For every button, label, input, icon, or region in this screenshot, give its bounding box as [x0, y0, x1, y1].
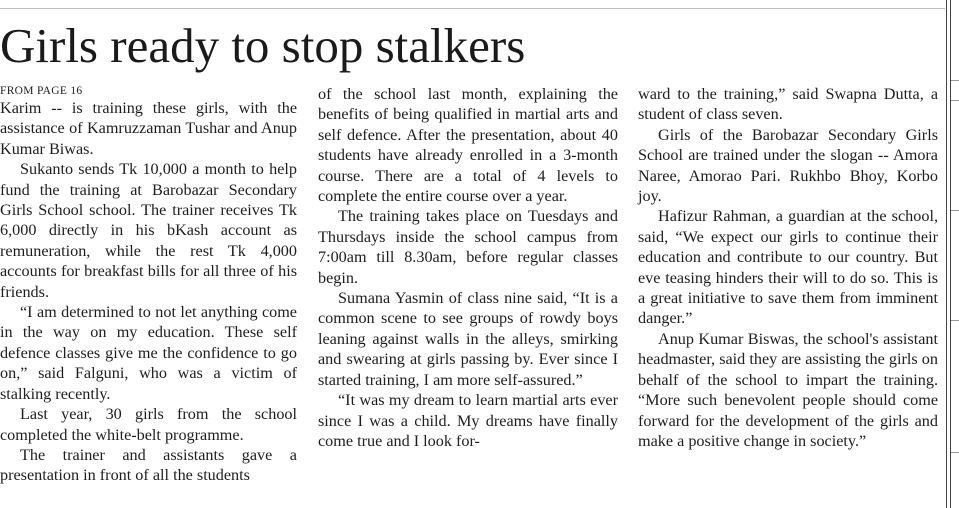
paragraph: Hafizur Rahman, a guardian at the school, said, “We expect our girls to continue their education and contribute to our country. But eve teasing hinders their will to do so. This is a great initiative to save them from imminent danger.” — [638, 207, 938, 328]
paragraph: Sumana Yasmin of class nine said, “It is a common scene to see groups of rowdy boys leaning against walls in the alleys, smirking and swearing at girls passing by. Ever since I started training, I am more self-assured.” — [318, 289, 618, 389]
headline: Girls ready to stop stalkers — [0, 18, 526, 73]
column-2 — [318, 84, 618, 451]
paragraph: Last year, 30 girls from the school completed the white-belt programme. — [0, 405, 297, 444]
paragraph: “I am determined to not let anything come in the way on my education. These self defence classes give me the confidence to go on,” said Falguni, who was a victim of stalking recently. — [0, 303, 297, 403]
paragraph: The training takes place on Tuesdays and Thursdays inside the school campus from 7:00am till 8.30am, before regular classes begin. — [318, 207, 618, 287]
paragraph: Sukanto sends Tk 10,000 a month to help fund the training at Barobazar Secondary Girls School school. The trainer receives Tk 6,000 directly in his bKash account as remuneration, while the rest Tk 4,000 accounts for breakfast bills for all three of his friends. — [0, 160, 297, 301]
paragraph: Karim -- is training these girls, with the assistance of Kamruzzaman Tushar and Anup Kumar Biwas. — [0, 99, 297, 158]
paragraph: ward to the training,” said Swapna Dutta, a student of class seven. — [638, 85, 938, 124]
paragraph: Girls of the Barobazar Secondary Girls School are trained under the slogan -- Amora Naree, Amorao Pari. Rukhbo Bhoy, Korbo joy. — [638, 125, 938, 206]
column-1 — [0, 84, 297, 486]
continuation-label: FROM PAGE 16 — [0, 85, 83, 97]
top-edge-strip — [0, 0, 945, 9]
paragraph: The trainer and assistants gave a presentation in front of all the students — [0, 445, 297, 485]
column-rule — [946, 0, 951, 508]
paragraph: “It was my dream to learn martial arts ever since I was a child. My dreams have finally come true and I look for- — [318, 391, 618, 450]
paragraph: Anup Kumar Biswas, the school's assistant headmaster, said they are assisting the girls on behalf of the school to impart the training. “More such benevolent people should come forward for the development of the girls and make a positive change in society.” — [638, 329, 938, 450]
paragraph: of the school last month, explaining the benefits of being qualified in martial arts and self defence. After the presentation, about 40 students have already enrolled in a 3-month course. There are a total of 4 levels to complete the entire course over a year. — [318, 85, 618, 206]
column-3 — [638, 84, 938, 451]
